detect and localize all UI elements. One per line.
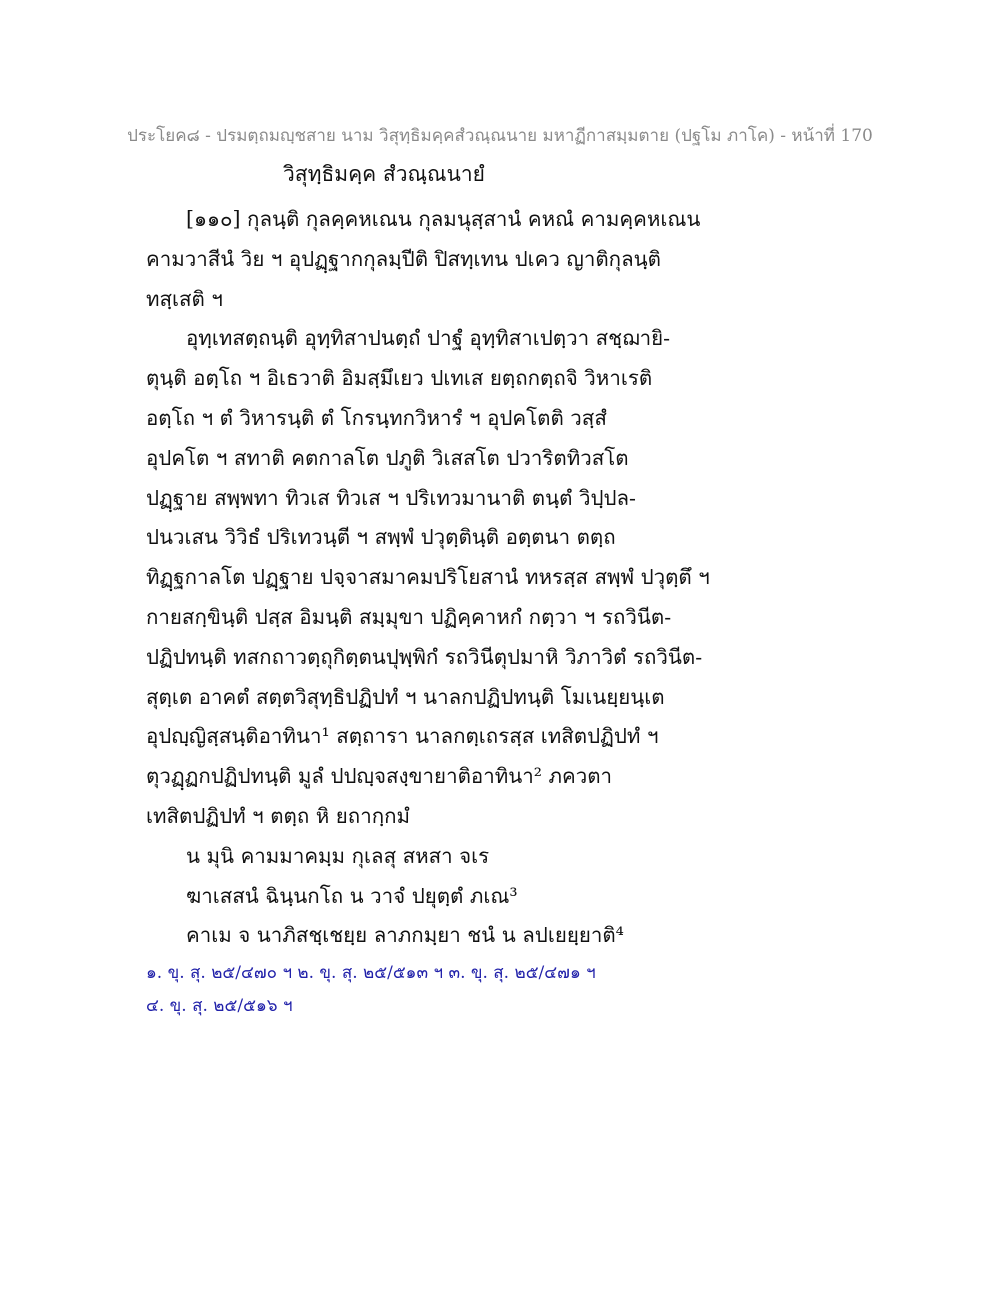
verse-line: น มุนิ คามมาคมฺม กุเลสุ สหสา จเร xyxy=(186,843,490,868)
paragraph-line: สุตฺเต อาคตํ สตฺตวิสุทฺธิปฏิปทํ ฯ นาลกปฏิปทนฺติ โมเนยฺยนฺเต xyxy=(146,684,665,709)
paragraph-line: คามวาสีนํ วิย ฯ อุปฏฺฐากกุลมฺปีติ ปิสทฺเทน ปเคว ญาติกุลนฺติ xyxy=(146,246,661,271)
footnotes xyxy=(146,957,596,1023)
paragraph-line: กายสกฺขินฺติ ปสฺส อิมนฺติ สมฺมุขา ปฏิคฺคาหกํ กตฺวา ฯ รถวินีต- xyxy=(146,604,672,629)
paragraph-line: อุทฺเทสตฺถนฺติ อุทฺทิสาปนตฺถํ ปาฐํ อุทฺทิสาเปตฺวา สชฺฌายิ- xyxy=(186,326,671,351)
paragraph-line: เทสิตปฏิปทํ ฯ ตตฺถ หิ ยถากฺกมํ xyxy=(146,803,411,828)
paragraph-line: ทิฏฺฐกาลโต ปฏฺฐาย ปจฺจาสมาคมปริโยสานํ ทหรสฺส สพฺพํ ปวุตฺตึ ฯ xyxy=(146,565,710,590)
footnote-line: ๔. ขุ. สุ. ๒๕/๕๑๖ ฯ xyxy=(146,996,293,1016)
paragraph-line: [๑๑๐] กุลนฺติ กุลคฺคหเณน กุลมนุสฺสานํ คหณํ คามคฺคหเณน xyxy=(186,207,701,231)
paragraph-line: อุปญฺญิสฺสนฺติอาทินา¹ สตฺถารา นาลกตฺเถรสฺส เทสิตปฏิปทํ ฯ xyxy=(146,724,659,749)
paragraph-line: อตฺโถ ฯ ตํ วิหารนฺติ ตํ โกรนฺทกวิหารํ ฯ อุปคโตติ วสฺสํ xyxy=(146,405,607,430)
body-text xyxy=(146,200,726,956)
paragraph-line: ตุวฏฺฏกปฏิปทนฺติ มูลํ ปปญฺจสงฺขายาติอาทินา² ภควตา xyxy=(146,764,613,789)
paragraph-line: อุปคโต ฯ สทาติ คตกาลโต ปภูติ วิเสสโต ปวาริตทิวสโต xyxy=(146,445,629,470)
footnote-line: ๑. ขุ. สุ. ๒๕/๔๗๐ ฯ ๒. ขุ. สุ. ๒๕/๕๑๓ ฯ ๓. ขุ. สุ. ๒๕/๔๗๑ ฯ xyxy=(146,963,596,983)
paragraph-line: ปฏิปทนฺติ ทสกถาวตฺถุกิตฺตนปุพฺพิกํ รถวินีตุปมาหิ วิภาวิตํ รถวินีต- xyxy=(146,644,703,669)
paragraph-line: ตุนฺติ อตฺโถ ฯ อิเธวาติ อิมสฺมึเยว ปเทเส ยตฺถกตฺถจิ วิหาเรติ xyxy=(146,366,653,391)
verse-line: ฆาเสสนํ ฉินฺนกโถ น วาจํ ปยุตฺตํ ภเณ³ xyxy=(186,883,518,908)
paragraph-line: ทสฺเสติ ฯ xyxy=(146,286,223,311)
section-title: วิสุทฺธิมคฺค สํวณฺณนายํ xyxy=(283,162,485,186)
paragraph-line: ปฏฺฐาย สพฺพทา ทิวเส ทิวเส ฯ ปริเทวมานาติ ตนฺตํ วิปฺปล- xyxy=(146,485,636,510)
page-header: ประโยค๘ - ปรมตฺถมญฺชสาย นาม วิสุทฺธิมคฺคสํวณฺณนาย มหาฏีกาสมฺมตาย (ปฐโม ภาโค) - หน้าที่ 170 xyxy=(127,126,873,146)
verse-line: คาเม จ นาภิสชฺเชยฺย ลาภกมฺยา ชนํ น ลปเยยฺยาติ⁴ xyxy=(186,923,624,948)
paragraph-line: ปนวเสน วิวิธํ ปริเทวนฺตี ฯ สพฺพํ ปวุตฺตินฺติ อตฺตนา ตตฺถ xyxy=(146,525,616,550)
